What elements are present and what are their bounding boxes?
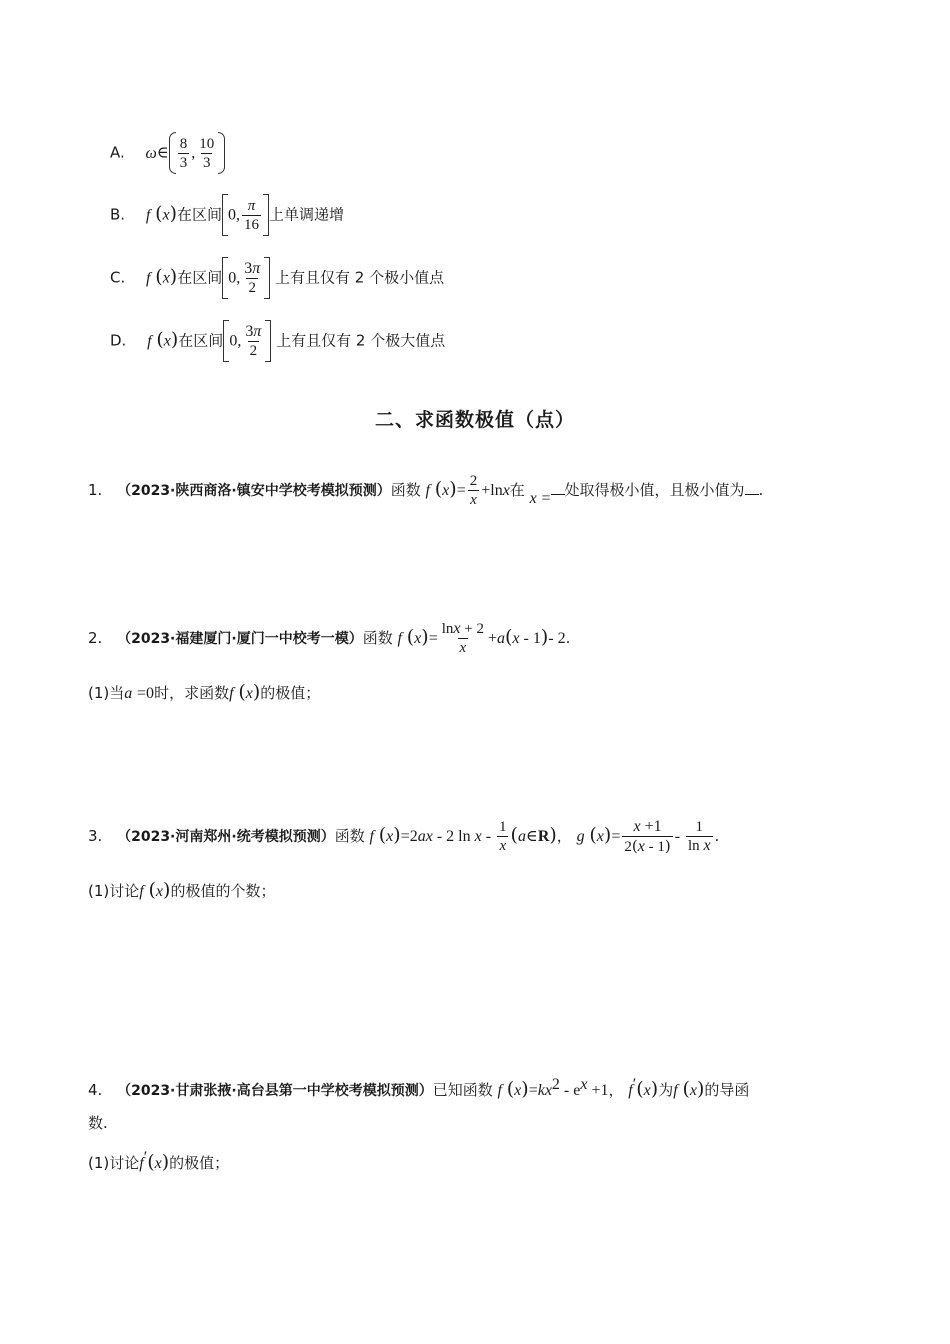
q2-sub-1: (1)当a =0时，求函数f (x)的极值； — [88, 681, 321, 703]
q4-text-3: 为 — [658, 1081, 674, 1099]
q3-sub1-text-b: 的极值的个数； — [170, 882, 276, 900]
q4-text-4: 的导函 — [704, 1081, 750, 1099]
option-d-tail: 上有且仅有 2 个极大值点 — [276, 331, 446, 350]
option-d-label: D. — [110, 331, 127, 350]
section-title: 二、求函数极值（点） — [374, 409, 575, 431]
option-d-text: 在区间 — [178, 331, 224, 350]
option-c-tail: 上有且仅有 2 个极小值点 — [275, 268, 445, 287]
option-d: D. f (x)在区间 0, $\frac{3\pi}{2}$ 上有且仅有 2 个极大值点 — [110, 320, 445, 362]
question-2: 2. （2023·福建厦门·厦门一中校考一模）函数 f (x)= $\frac{\ln x + 2}{x}$ +a(x - 1)- 2. — [88, 620, 571, 656]
option-c-text: 在区间 — [177, 268, 223, 287]
option-a-label: A. — [110, 143, 125, 162]
q1-text-3: 处取得极小值，且极小值为 — [564, 481, 745, 499]
option-c-label: C. — [110, 268, 126, 287]
q2-text-1: 函数 — [362, 629, 393, 647]
q2-sub1-text-c: 的极值； — [260, 684, 321, 702]
q4-source: （2023·甘肃张掖·高台县第一中学校考模拟预测） — [117, 1083, 433, 1099]
q3-sub-1: (1)讨论f (x)的极值的个数； — [88, 879, 276, 901]
q1-blank-2 — [745, 480, 759, 495]
question-1: 1. （2023·陕西商洛·镇安中学校考模拟预测）函数 f (x)= $\frac{2}{x}$ +lnx在 x = 处取得极小值，且极小值为 . — [88, 473, 764, 508]
q1-number: 1. — [88, 481, 103, 499]
q4-sub1-text-b: 的极值； — [169, 1154, 230, 1172]
q2-text-2: . — [565, 629, 571, 647]
q1-text-1: 函数 — [390, 481, 421, 499]
q1-blank-1 — [551, 480, 565, 495]
q3-source: （2023·河南郑州·统考模拟预测） — [117, 829, 335, 845]
q3-number: 3. — [88, 827, 103, 845]
q1-source: （2023·陕西商洛·镇安中学校考模拟预测） — [117, 483, 391, 499]
q2-sub1-text-b: 时，求函数 — [154, 684, 230, 702]
q1-text-2: 在 — [509, 481, 525, 499]
q2-source: （2023·福建厦门·厦门一中校考一模） — [117, 631, 363, 647]
q2-sub1-text-a: (1)当 — [88, 684, 125, 702]
q4-text-cont: 数. — [88, 1114, 108, 1132]
q4-sub-1: (1)讨论f′(x)的极值； — [88, 1149, 230, 1173]
question-4: 4. （2023·甘肃张掖·高台县第一中学校考模拟预测）已知函数 f $(x)=kx^2 - e^x +1$， f′(x)为f (x)的导函 — [88, 1076, 750, 1100]
q3-text-1: 函数 — [334, 827, 365, 845]
option-b-text: 在区间 — [177, 205, 223, 224]
q4-number: 4. — [88, 1081, 103, 1099]
option-b-tail: 上单调递增 — [269, 205, 345, 224]
q3-sub1-text-a: (1)讨论 — [88, 882, 140, 900]
q4-text-1: 已知函数 — [432, 1081, 493, 1099]
option-b-label: B. — [110, 205, 126, 224]
q1-text-4: . — [758, 481, 764, 499]
option-c: C. f (x)在区间 0, $\frac{3\pi}{2}$ 上有且仅有 2 个极小值点 — [110, 257, 444, 299]
option-b: B. f (x)在区间 0, $\frac{\pi}{16}$ 上单调递增 — [110, 194, 344, 236]
q3-text-2: ， — [556, 827, 572, 845]
option-a: A. ω∈ $\frac{8}{3}$ , $\frac{10}{3}$ — [110, 132, 225, 174]
q2-number: 2. — [88, 629, 103, 647]
q4-text-2: ， — [608, 1081, 624, 1099]
q4-sub1-text-a: (1)讨论 — [88, 1154, 140, 1172]
question-3: 3. （2023·河南郑州·统考模拟预测）函数 f (x)=2ax - 2 ln x - $\frac{1}{x}$ (a∈R)， g (x)= $\frac{x +1}{2(x - 1)}$ - $\frac{1}{\text{ln x}}$ . — [88, 818, 720, 855]
q3-text-3: . — [714, 827, 720, 845]
